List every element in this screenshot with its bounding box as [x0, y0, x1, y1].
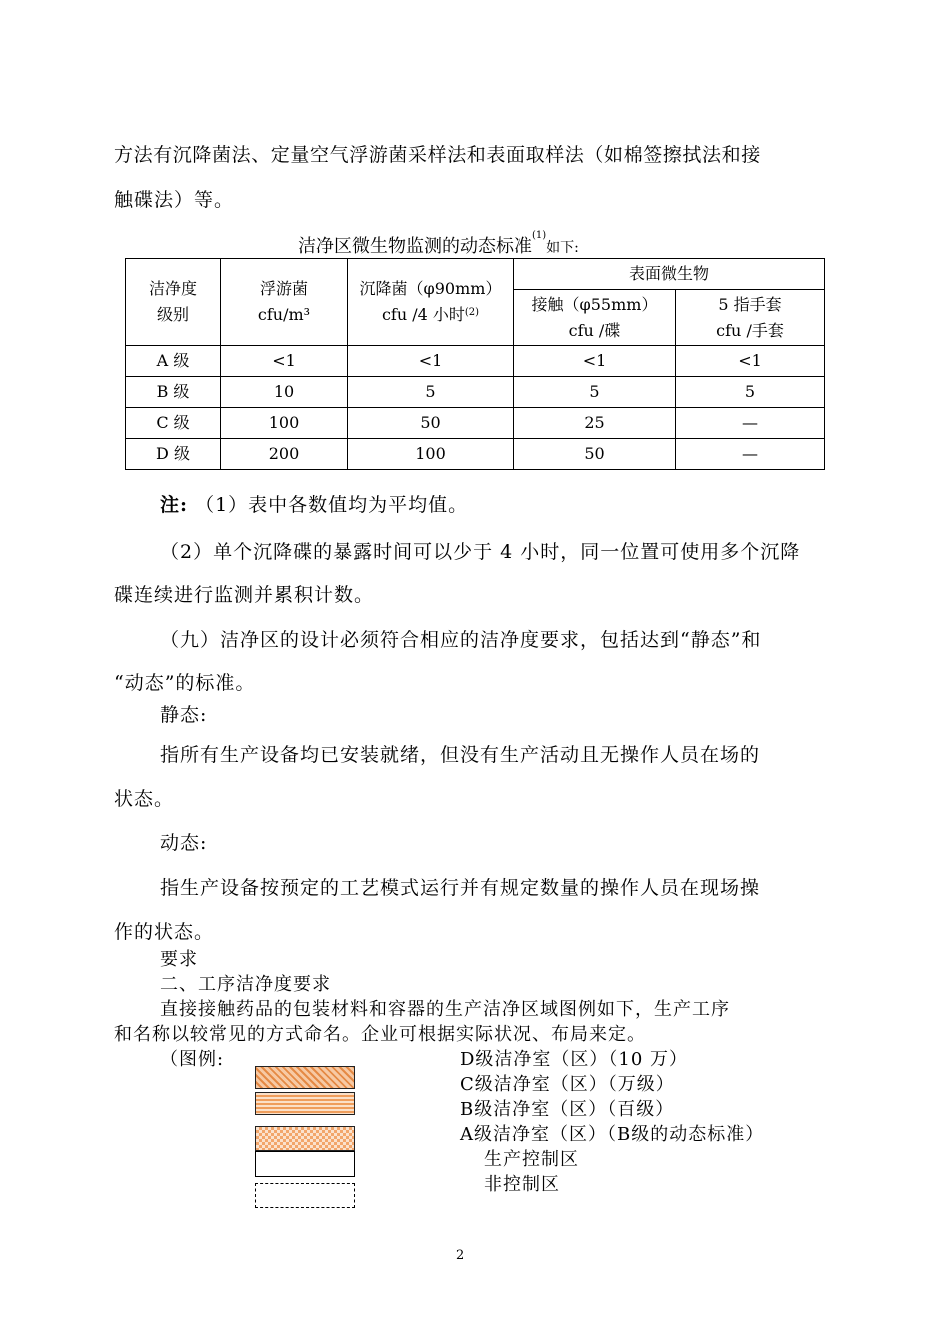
header-contact: 接触（φ55mm） cfu /碟	[514, 290, 676, 346]
legend-item-control: 生产控制区	[484, 1149, 579, 1170]
table-row: A 级 <1 <1 <1 <1	[126, 346, 825, 377]
caption-sup: (1)	[532, 230, 547, 241]
legend-item-c: C级洁净室（区）（万级）	[460, 1074, 675, 1095]
table-row: C 级 100 50 25 —	[126, 408, 825, 439]
static-line-1: 指所有生产设备均已安装就绪，但没有生产活动且无操作人员在场的	[160, 744, 761, 766]
caption-main: 洁净区微生物监测的动态标准	[298, 236, 532, 257]
requirements-heading: 要求	[160, 949, 198, 970]
section9-line-1: （九）洁净区的设计必须符合相应的洁净度要求，包括达到“静态”和	[160, 629, 762, 651]
static-line-2: 状态。	[114, 788, 175, 810]
note-2-line-1: （2）单个沉降碟的暴露时间可以少于 4 小时，同一位置可使用多个沉降	[160, 541, 801, 563]
note-label: 注:	[160, 494, 189, 516]
dynamic-label: 动态:	[160, 832, 208, 854]
header-airborne: 浮游菌 cfu/m³	[221, 259, 348, 346]
dynamic-line-2: 作的状态。	[114, 921, 215, 943]
note-2-line-2: 碟连续进行监测并累积计数。	[114, 584, 375, 606]
table-caption	[298, 232, 579, 258]
header-grade: 洁净度 级别	[126, 259, 221, 346]
page-number: 2	[456, 1248, 465, 1263]
header-row-1	[126, 259, 825, 290]
legend-item-noncontrol: 非控制区	[484, 1174, 560, 1195]
legend-swatch-a	[255, 1126, 355, 1151]
requirements-subheading: 二、工序洁净度要求	[160, 974, 331, 995]
intro-line-2: 触碟法）等。	[114, 189, 235, 211]
header-surface: 表面微生物	[514, 259, 825, 290]
intro-line-1: 方法有沉降菌法、定量空气浮游菌采样法和表面取样法（如棉签擦拭法和接	[114, 144, 761, 166]
legend-swatch-noncontrol	[255, 1183, 355, 1208]
requirements-line-2: 和名称以较常见的方式命名。企业可根据实际状况、布局来定。	[114, 1024, 646, 1045]
header-settle: 沉降菌（φ90mm） cfu /4 小时$^{(2)}$	[348, 259, 514, 346]
header-glove: 5 指手套 cfu /手套	[676, 290, 825, 346]
legend-swatch-d	[255, 1066, 355, 1089]
table-row: D 级 200 100 50 —	[126, 439, 825, 470]
static-label: 静态:	[160, 704, 208, 726]
note-1: 注: （1）表中各数值均为平均值。	[160, 494, 469, 516]
legend-item-b: B级洁净室（区）（百级）	[460, 1099, 675, 1120]
table-row: B 级 10 5 5 5	[126, 377, 825, 408]
legend-title: （图例:	[160, 1049, 225, 1070]
legend-swatch-control	[255, 1151, 355, 1177]
monitoring-table	[125, 258, 825, 470]
legend-item-d: D级洁净室（区）（10 万）	[460, 1049, 689, 1070]
legend-swatch-c	[255, 1092, 355, 1115]
section9-line-2: “动态”的标准。	[114, 672, 256, 694]
legend-item-a: A级洁净室（区）（B级的动态标准）	[460, 1124, 765, 1145]
dynamic-line-1: 指生产设备按预定的工艺模式运行并有规定数量的操作人员在现场操	[160, 877, 761, 899]
requirements-line-1: 直接接触药品的包装材料和容器的生产洁净区域图例如下，生产工序	[160, 999, 730, 1020]
caption-tail: 如下:	[546, 240, 579, 256]
